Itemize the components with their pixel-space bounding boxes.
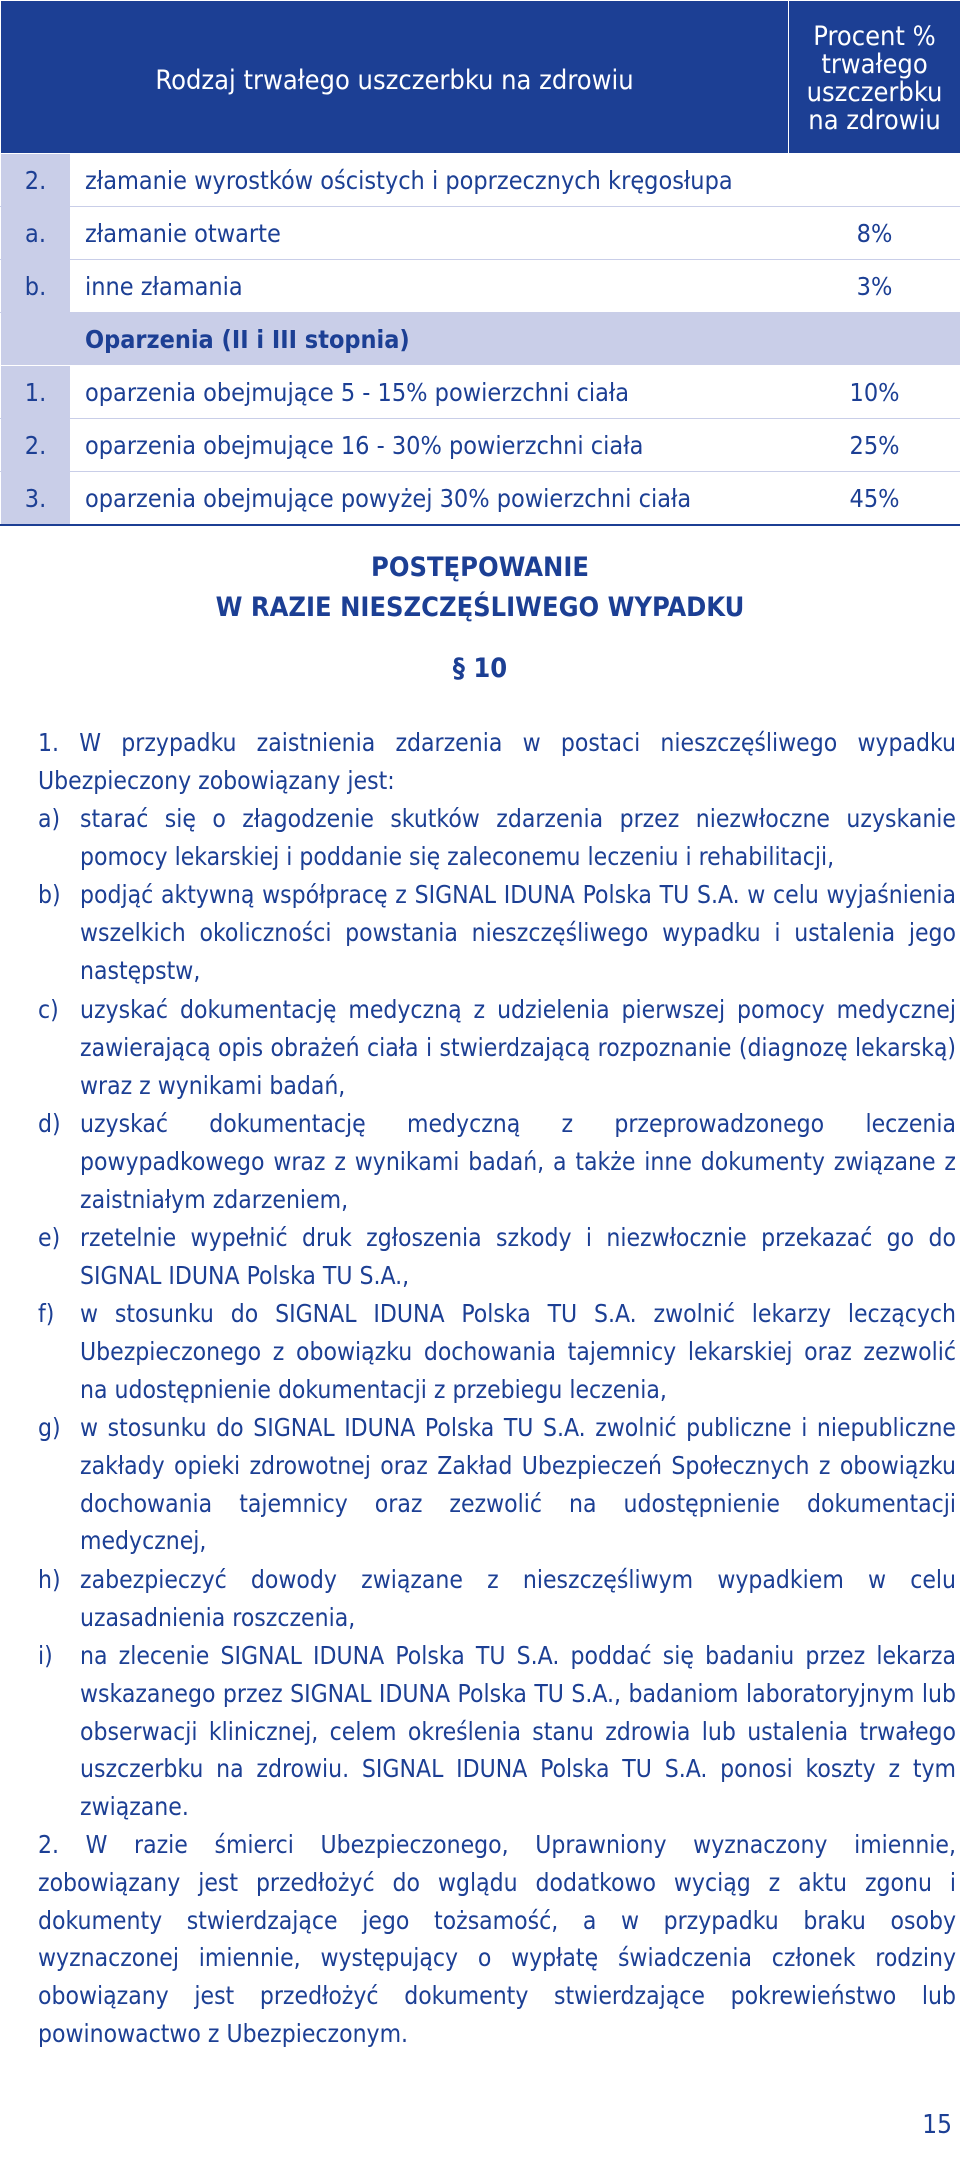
row-percent: 8%: [789, 207, 960, 260]
row-percent: 25%: [789, 419, 960, 472]
table-section-row: [1, 313, 960, 366]
list-item-label: f): [38, 1299, 55, 1328]
list-item-text: na zlecenie SIGNAL IDUNA Polska TU S.A. poddać się badaniu przez lekarza wskazanego przez SIGNAL IDUNA Polska TU S.A., badaniom laboratoryjnym lub obserwacji klinicznej, celem określenia stanu zdrowia lub ustalenia trwałego uszczerbku na zdrowiu. SIGNAL IDUNA Polska TU S.A. ponosi koszty z tym związane.: [80, 1641, 956, 1822]
list-item-label: d): [38, 1109, 61, 1138]
list-item: [38, 1105, 956, 1218]
point-1-intro: 1. W przypadku zaistnienia zdarzenia w postaci nieszczęśliwego wypadku Ubezpieczony zobowiązany jest:: [38, 728, 956, 795]
row-number: a.: [1, 207, 71, 260]
list-item: [38, 1561, 956, 1637]
list-item-label: a): [38, 804, 61, 833]
list-item: [38, 1409, 956, 1560]
list-item: [38, 876, 956, 989]
section-heading: [0, 548, 960, 628]
header-injury-type: Rodzaj trwałego uszczerbku na zdrowiu: [1, 1, 789, 154]
list-item: [38, 1219, 956, 1295]
list-item: [38, 1637, 956, 1826]
list-item: [38, 1295, 956, 1408]
list-item-text: uzyskać dokumentację medyczną z przeprowadzonego leczenia powypadkowego wraz z wynikami badań, a także inne dokumenty związane z zaistniałym zdarzeniem,: [80, 1109, 956, 1214]
section-title: Oparzenia (II i III stopnia): [1, 313, 960, 366]
row-percent: 45%: [789, 472, 960, 526]
row-percent: 10%: [789, 366, 960, 419]
row-description: złamanie otwarte: [71, 207, 789, 260]
table-header-row: [1, 1, 960, 154]
list-item-label: e): [38, 1223, 61, 1252]
paragraph-number: § 10: [452, 653, 508, 684]
list-item-text: w stosunku do SIGNAL IDUNA Polska TU S.A. zwolnić publiczne i niepubliczne zakłady opieki zdrowotnej oraz Zakład Ubezpieczeń Społecznych z obowiązku dochowania tajemnicy oraz zezwolić na udostępnienie dokumentacji medycznej,: [80, 1413, 956, 1556]
row-number: 1.: [1, 366, 71, 419]
row-percent: 3%: [789, 260, 960, 313]
header-percent: Procent % trwałego uszczerbku na zdrowiu: [789, 1, 960, 154]
injury-percentage-table: [0, 0, 960, 526]
table-row: [1, 207, 960, 260]
list-item: [38, 991, 956, 1104]
list-item-label: g): [38, 1413, 61, 1442]
page-number: 15: [922, 2110, 952, 2140]
list-item: [38, 800, 956, 876]
list-item-label: b): [38, 880, 61, 909]
list-item-text: uzyskać dokumentację medyczną z udzielenia pierwszej pomocy medycznej zawierającą opis obrażeń ciała i stwierdzającą rozpoznanie (diagnozę lekarską) wraz z wynikami badań,: [80, 995, 956, 1100]
table-row: [1, 419, 960, 472]
table-row: [1, 472, 960, 526]
row-description: inne złamania: [71, 260, 789, 313]
list-item-label: h): [38, 1565, 61, 1594]
row-number: 3.: [1, 472, 71, 526]
row-description: złamanie wyrostków ościstych i poprzecznych kręgosłupa: [71, 154, 960, 207]
heading-line-2: W RAZIE NIESZCZĘŚLIWEGO WYPADKU: [215, 592, 745, 623]
row-description: oparzenia obejmujące 5 - 15% powierzchni ciała: [71, 366, 789, 419]
list-item-text: w stosunku do SIGNAL IDUNA Polska TU S.A. zwolnić lekarzy leczących Ubezpieczonego z obowiązku dochowania tajemnicy lekarskiej oraz zezwolić na udostępnienie dokumentacji z przebiegu leczenia,: [80, 1299, 956, 1404]
point-2: 2. W razie śmierci Ubezpieczonego, Uprawniony wyznaczony imiennie, zobowiązany jest przedłożyć do wglądu dodatkowo wyciąg z aktu zgonu i dokumenty stwierdzające jego tożsamość, a w przypadku braku osoby wyznaczonej imiennie, występujący o wypłatę świadczenia członek rodziny obowiązany jest przedłożyć dokumenty stwierdzające pokrewieństwo lub powinowactwo z Ubezpieczonym.: [38, 1830, 956, 2048]
row-number: 2.: [1, 154, 71, 207]
row-description: oparzenia obejmujące 16 - 30% powierzchni ciała: [71, 419, 789, 472]
table-row: [1, 260, 960, 313]
heading-line-1: POSTĘPOWANIE: [371, 552, 589, 583]
row-number: 2.: [1, 419, 71, 472]
list-item-text: rzetelnie wypełnić druk zgłoszenia szkody i niezwłocznie przekazać go do SIGNAL IDUNA Polska TU S.A.,: [80, 1223, 956, 1290]
list-item-text: starać się o złagodzenie skutków zdarzenia przez niezwłoczne uzyskanie pomocy lekarskiej i poddanie się zaleconemu leczeniu i rehabilitacji,: [80, 804, 956, 871]
row-description: oparzenia obejmujące powyżej 30% powierzchni ciała: [71, 472, 789, 526]
list-item-text: zabezpieczyć dowody związane z nieszczęśliwym wypadkiem w celu uzasadnienia roszczenia,: [80, 1565, 956, 1632]
table-row: [1, 366, 960, 419]
table-row: [1, 154, 960, 207]
list-item-label: c): [38, 995, 59, 1024]
list-item-label: i): [38, 1641, 53, 1670]
list-item-text: podjąć aktywną współpracę z SIGNAL IDUNA Polska TU S.A. w celu wyjaśnienia wszelkich okoliczności powstania nieszczęśliwego wypadku i ustalenia jego następstw,: [80, 880, 956, 985]
row-number: b.: [1, 260, 71, 313]
